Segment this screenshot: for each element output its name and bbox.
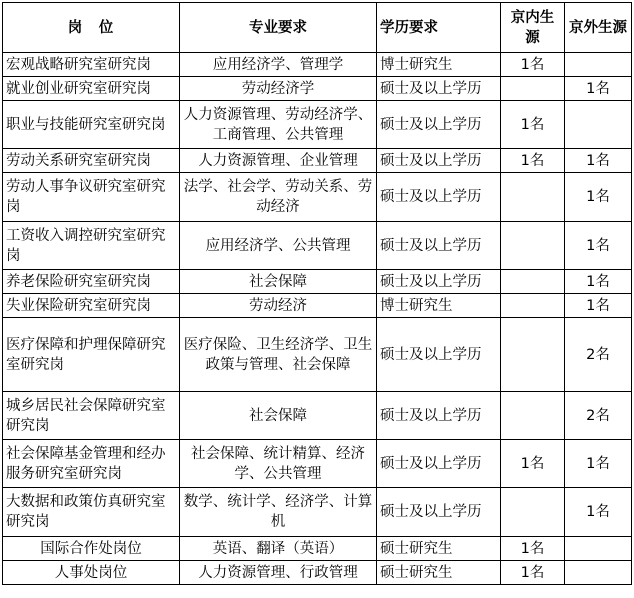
- cell-beijing-out: 1名: [565, 488, 632, 537]
- cell-beijing-in: 1名: [501, 149, 565, 173]
- cell-major: 人力资源管理、行政管理: [180, 561, 377, 585]
- cell-education: 硕士研究生: [377, 537, 501, 561]
- cell-beijing-out: 1名: [565, 77, 632, 101]
- cell-position: 医疗保障和护理保障研究室研究岗: [3, 318, 180, 392]
- cell-education: 硕士及以上学历: [377, 222, 501, 270]
- cell-beijing-in: [501, 222, 565, 270]
- cell-major: 劳动经济: [180, 294, 377, 318]
- cell-education: 硕士及以上学历: [377, 149, 501, 173]
- cell-education: 硕士及以上学历: [377, 488, 501, 537]
- cell-beijing-in: [501, 318, 565, 392]
- cell-beijing-in: 1名: [501, 561, 565, 585]
- table-row: [3, 101, 632, 149]
- cell-education: 硕士及以上学历: [377, 318, 501, 392]
- table-row: [3, 392, 632, 440]
- header-beijing-out: 京外生源: [565, 3, 632, 53]
- table-row: [3, 149, 632, 173]
- table-row: [3, 53, 632, 77]
- cell-position: 城乡居民社会保障研究室研究岗: [3, 392, 180, 440]
- cell-beijing-out: [565, 101, 632, 149]
- cell-major: 数学、统计学、经济学、计算机: [180, 488, 377, 537]
- cell-beijing-out: [565, 561, 632, 585]
- table-row: [3, 294, 632, 318]
- cell-beijing-out: [565, 537, 632, 561]
- cell-education: 硕士及以上学历: [377, 270, 501, 294]
- table-row: [3, 537, 632, 561]
- cell-beijing-in: [501, 294, 565, 318]
- cell-education: 硕士及以上学历: [377, 173, 501, 222]
- cell-major: 医疗保险、卫生经济学、卫生政策与管理、社会保障: [180, 318, 377, 392]
- cell-major: 应用经济学、公共管理: [180, 222, 377, 270]
- cell-beijing-out: 2名: [565, 392, 632, 440]
- table-row: [3, 488, 632, 537]
- cell-major: 人力资源管理、劳动经济学、工商管理、公共管理: [180, 101, 377, 149]
- cell-beijing-in: 1名: [501, 53, 565, 77]
- cell-beijing-in: 1名: [501, 440, 565, 488]
- cell-education: 硕士及以上学历: [377, 392, 501, 440]
- cell-beijing-out: 1名: [565, 222, 632, 270]
- cell-beijing-out: 1名: [565, 270, 632, 294]
- cell-position: 宏观战略研究室研究岗: [3, 53, 180, 77]
- table-header-row: [3, 3, 632, 53]
- cell-position: 社会保障基金管理和经办服务研究室研究岗: [3, 440, 180, 488]
- cell-position: 国际合作处岗位: [3, 537, 180, 561]
- cell-beijing-out: 1名: [565, 173, 632, 222]
- cell-education: 硕士研究生: [377, 561, 501, 585]
- cell-beijing-in: [501, 488, 565, 537]
- header-beijing-in: 京内生源: [501, 3, 565, 53]
- cell-education: 硕士及以上学历: [377, 440, 501, 488]
- cell-beijing-out: 1名: [565, 294, 632, 318]
- cell-position: 就业创业研究室研究岗: [3, 77, 180, 101]
- cell-position: 劳动关系研究室研究岗: [3, 149, 180, 173]
- cell-beijing-out: 1名: [565, 440, 632, 488]
- cell-position: 职业与技能研究室研究岗: [3, 101, 180, 149]
- cell-major: 法学、社会学、劳动关系、劳动经济: [180, 173, 377, 222]
- cell-position: 养老保险研究室研究岗: [3, 270, 180, 294]
- cell-position: 失业保险研究室研究岗: [3, 294, 180, 318]
- cell-beijing-out: 2名: [565, 318, 632, 392]
- table-row: [3, 440, 632, 488]
- recruitment-table: [2, 2, 632, 585]
- table-row: [3, 318, 632, 392]
- cell-major: 社会保障、统计精算、经济学、公共管理: [180, 440, 377, 488]
- cell-beijing-in: 1名: [501, 537, 565, 561]
- cell-major: 应用经济学、管理学: [180, 53, 377, 77]
- cell-beijing-in: [501, 270, 565, 294]
- header-education: 学历要求: [377, 3, 501, 53]
- cell-position: 劳动人事争议研究室研究岗: [3, 173, 180, 222]
- cell-major: 英语、翻译（英语）: [180, 537, 377, 561]
- cell-education: 博士研究生: [377, 53, 501, 77]
- cell-position: 人事处岗位: [3, 561, 180, 585]
- table-row: [3, 270, 632, 294]
- cell-beijing-out: 1名: [565, 149, 632, 173]
- header-position: 岗 位: [3, 3, 180, 53]
- cell-major: 社会保障: [180, 270, 377, 294]
- cell-education: 硕士及以上学历: [377, 101, 501, 149]
- cell-education: 博士研究生: [377, 294, 501, 318]
- table-row: [3, 222, 632, 270]
- cell-major: 人力资源管理、企业管理: [180, 149, 377, 173]
- cell-major: 劳动经济学: [180, 77, 377, 101]
- cell-beijing-in: [501, 77, 565, 101]
- header-major: 专业要求: [180, 3, 377, 53]
- cell-education: 硕士及以上学历: [377, 77, 501, 101]
- cell-beijing-out: [565, 53, 632, 77]
- cell-position: 工资收入调控研究室研究岗: [3, 222, 180, 270]
- cell-beijing-in: 1名: [501, 101, 565, 149]
- cell-major: 社会保障: [180, 392, 377, 440]
- table-row: [3, 173, 632, 222]
- cell-position: 大数据和政策仿真研究室研究岗: [3, 488, 180, 537]
- table-row: [3, 77, 632, 101]
- cell-beijing-in: [501, 173, 565, 222]
- table-row: [3, 561, 632, 585]
- cell-beijing-in: [501, 392, 565, 440]
